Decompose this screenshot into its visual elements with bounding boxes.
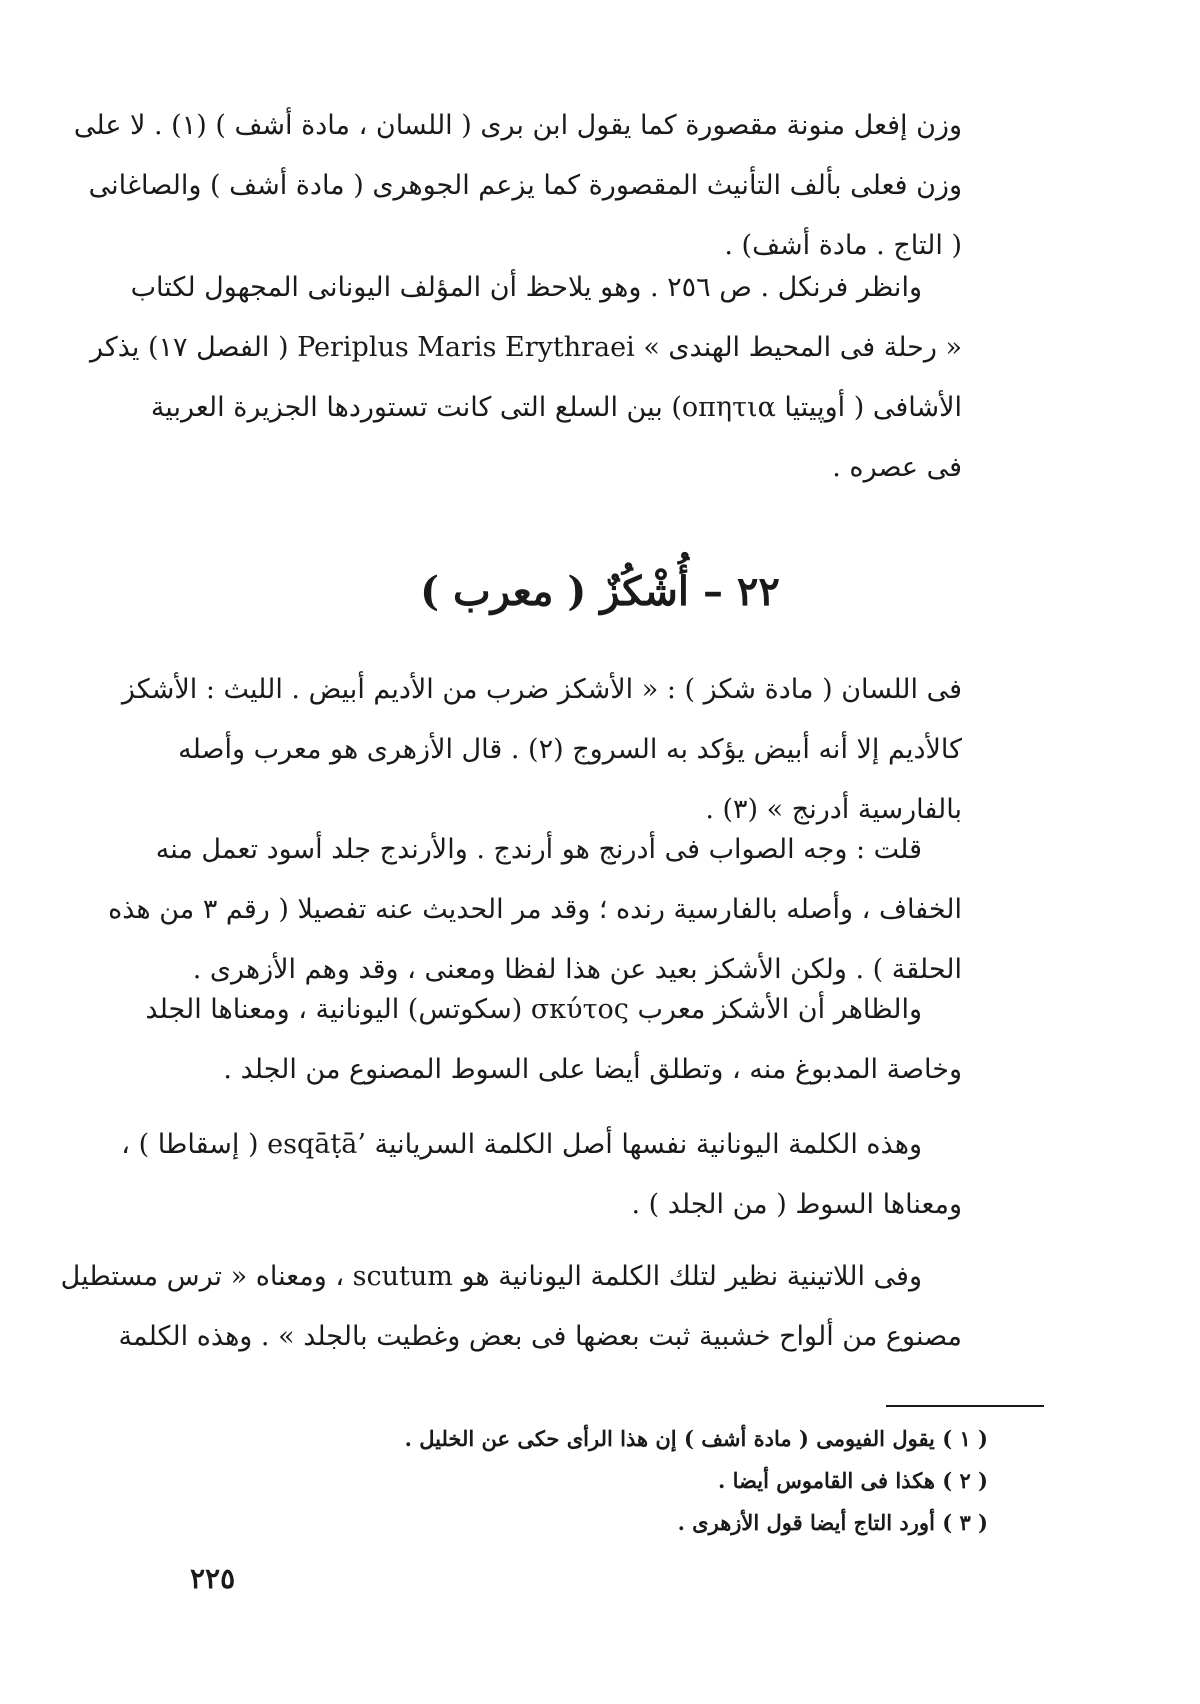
- text-line: وفى اللاتينية نظير لتلك الكلمة اليونانية هو scutum ، ومعناه « ترس مستطيل: [60, 1261, 922, 1292]
- footnote-1: ( ١ ) يقول الفيومى ( مادة أشف ) إن هذا الرأى حكى عن الخليل .: [404, 1426, 988, 1451]
- text-line: الأشافى ( أوپيتيا οπητια) بين السلع التى كانت تستوردها الجزيرة العربية: [150, 392, 962, 423]
- footnote-2: ( ٢ ) هكذا فى القاموس أيضا .: [718, 1468, 988, 1493]
- text-line: وهذه الكلمة اليونانية نفسها أصل الكلمة السريانية ’esqāṭā ( إسقاطا ) ،: [121, 1129, 922, 1160]
- text-line: وانظر فرنكل . ص ٢٥٦ . وهو يلاحظ أن المؤلف اليونانى المجهول لكتاب: [130, 272, 922, 303]
- text-line: ( التاج . مادة أشف) .: [724, 230, 962, 261]
- paragraph-latin: [60, 1247, 962, 1367]
- paragraph-syriac: [121, 1115, 962, 1235]
- footnote-divider: [886, 1405, 1044, 1407]
- text-line: بالفارسية أدرنج » (٣) .: [705, 794, 962, 825]
- text-line: الحلقة ) . ولكن الأشكز بعيد عن هذا لفظا ومعنى ، وقد وهم الأزهرى .: [192, 954, 962, 985]
- paragraph-intro: [73, 96, 962, 276]
- text-line: كالأديم إلا أنه أبيض يؤكد به السروج (٢) . قال الأزهرى هو معرب وأصله: [178, 734, 962, 765]
- paragraph-qult: [108, 820, 962, 1000]
- text-line: مصنوع من ألواح خشبية ثبت بعضها فى بعض وغطيت بالجلد » . وهذه الكلمة: [118, 1321, 962, 1352]
- entry-number: ٢٢: [736, 568, 780, 615]
- entry-heading: [0, 560, 1200, 624]
- heading-dash: –: [689, 568, 723, 615]
- text-line: الخفاف ، وأصله بالفارسية رنده ؛ وقد مر الحديث عنه تفصيلا ( رقم ٣ من هذه: [108, 894, 962, 925]
- text-line: والظاهر أن الأشكز معرب σκύτος (سكوتس) اليونانية ، ومعناها الجلد: [145, 994, 922, 1025]
- text-line: فى اللسان ( مادة شكز ) : « الأشكز ضرب من الأديم أبيض . الليث : الأشكز: [121, 674, 962, 705]
- text-line: وزن فعلى بألف التأنيث المقصورة كما يزعم الجوهرى ( مادة أشف ) والصاغانى: [88, 170, 962, 201]
- paragraph-greek: [145, 980, 962, 1100]
- paragraph-lisan: [121, 660, 962, 840]
- entry-label: ( معرب ): [420, 568, 587, 615]
- text-line: وخاصة المدبوغ منه ، وتطلق أيضا على السوط المصنوع من الجلد .: [223, 1054, 962, 1085]
- page-number: ٢٢٥: [190, 1562, 236, 1595]
- entry-headword: أُشْكُزٌ: [600, 568, 690, 615]
- text-line: « رحلة فى المحيط الهندى » Periplus Maris Erythraei ( الفصل ١٧) يذكر: [89, 332, 962, 363]
- footnotes: [288, 1418, 988, 1544]
- text-line: قلت : وجه الصواب فى أدرنج هو أرندج . والأرندج جلد أسود تعمل منه: [155, 834, 922, 865]
- text-line: ومعناها السوط ( من الجلد ) .: [631, 1189, 962, 1220]
- text-line: فى عصره .: [832, 452, 962, 483]
- text-line: وزن إفعل منونة مقصورة كما يقول ابن برى ( اللسان ، مادة أشف ) (١) . لا على: [73, 110, 962, 141]
- paragraph-frankel: [89, 258, 962, 498]
- footnote-3: ( ٣ ) أورد التاج أيضا قول الأزهرى .: [677, 1510, 988, 1535]
